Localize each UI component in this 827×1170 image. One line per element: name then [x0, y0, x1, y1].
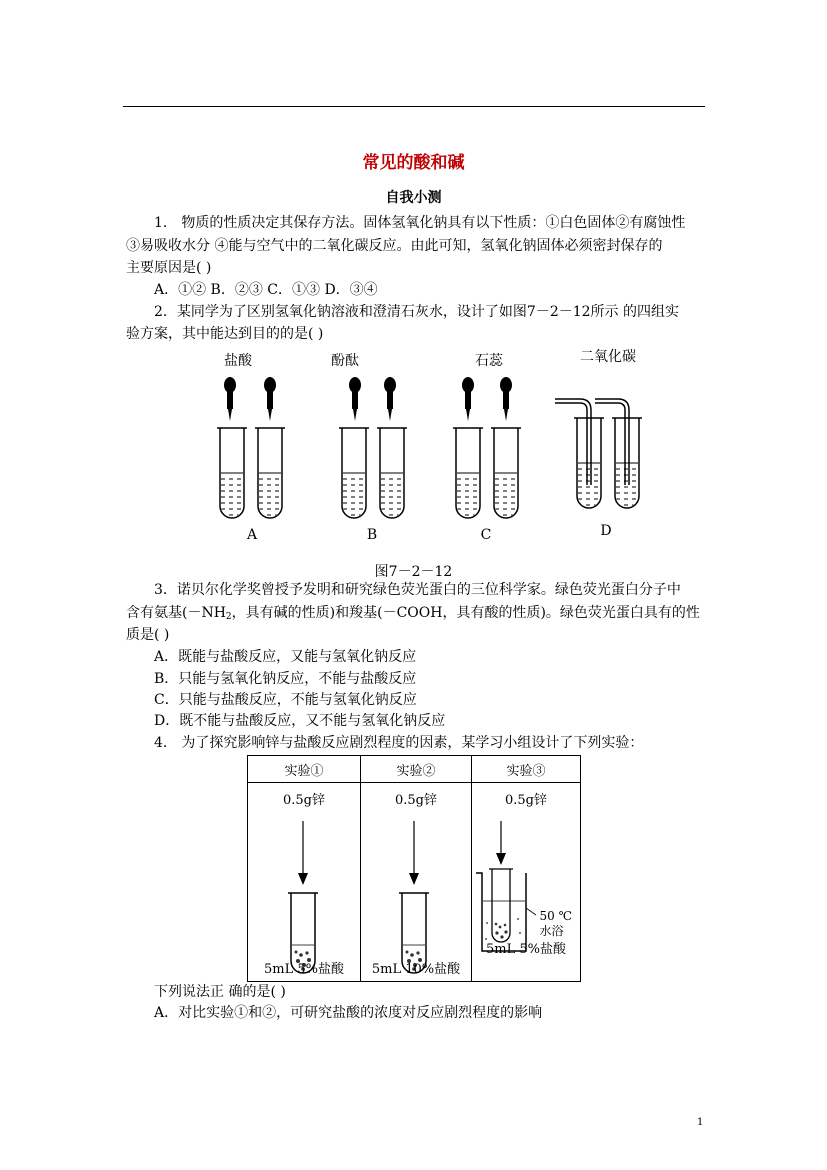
q3-option-a: A．既能与盐酸反应，又能与氢氧化钠反应 — [154, 649, 417, 665]
bath-temperature: 50 ℃ — [539, 909, 572, 923]
zinc-label-1: 0.5g锌 — [283, 793, 325, 808]
q2-line2: 验方案，其中能达到目的的是( ) — [126, 326, 324, 342]
experiment-cell-3 — [472, 783, 581, 982]
experiment-cell-2 — [361, 783, 472, 982]
test-tube-2 — [361, 783, 471, 981]
q3-line2-b: ，具有碱的性质)和羧基(－COOH，具有酸的性质)。绿色荧光蛋白具有的性 — [231, 605, 700, 621]
q1-line2: ③易吸收水分 ④能与空气中的二氧化碳反应。由此可知，氢氧化钠固体必须密封保存的 — [126, 238, 663, 254]
group-letter-c: C — [480, 527, 492, 543]
q4-line1: 4． 为了探究影响锌与盐酸反应剧烈程度的因素，某学习小组设计了下列实验： — [154, 735, 644, 751]
experiment-header-3: 实验③ — [472, 756, 581, 783]
figure-caption: 图7－2－12 — [374, 564, 453, 580]
acid-label-2: 5mL 10%盐酸 — [371, 962, 461, 977]
experiment-header-1: 实验① — [248, 756, 361, 783]
q1-line3: 主要原因是( ) — [126, 260, 212, 276]
reagent-label-d: 二氧化碳 — [580, 349, 636, 365]
bath-labels — [539, 909, 572, 939]
q1-line1: 1． 物质的性质决定其保存方法。固体氢氧化钠具有以下性质：①白色固体②有腐蚀性 — [154, 215, 686, 231]
test-tube-1 — [248, 783, 360, 981]
group-letter-b: B — [366, 527, 378, 543]
q1-options: A．①② B．②③ C．①③ D．③④ — [154, 282, 378, 298]
page-title: 常见的酸和碱 — [362, 153, 465, 173]
q3-line2 — [126, 603, 700, 627]
q3-option-c: C．只能与盐酸反应，不能与氢氧化钠反应 — [154, 692, 417, 708]
header-rule — [123, 106, 705, 107]
acid-label-3: 5mL 5%盐酸 — [486, 942, 566, 957]
q2-line1: 2．某同学为了区别氢氧化钠溶液和澄清石灰水，设计了如图7－2－12所示 的四组实 — [154, 304, 679, 320]
q3-option-b: B．只能与氢氧化钠反应，不能与盐酸反应 — [154, 671, 417, 687]
group-letter-a: A — [246, 527, 258, 543]
reagent-label-b: 酚酞 — [331, 353, 359, 369]
q3-option-d: D．既不能与盐酸反应，又不能与氢氧化钠反应 — [154, 713, 446, 729]
q3-line2-a: 含有氨基(－NH — [126, 605, 226, 621]
experiment-table — [247, 755, 581, 981]
zinc-label-2: 0.5g锌 — [395, 793, 437, 808]
experiment-cell-1 — [248, 783, 361, 982]
zinc-label-3: 0.5g锌 — [505, 793, 547, 808]
reagent-label-a: 盐酸 — [224, 353, 252, 369]
test-tube-figure — [200, 345, 660, 545]
q3-line1: 3．诺贝尔化学奖曾授予发明和研究绿色荧光蛋白的三位科学家。绿色荧光蛋白分子中 — [154, 582, 681, 598]
experiment-header-2: 实验② — [361, 756, 472, 783]
acid-label-1: 5mL 5%盐酸 — [264, 962, 344, 977]
group-letter-d: D — [600, 523, 612, 539]
page-number: 1 — [697, 1117, 704, 1128]
bath-label: 水浴 — [539, 924, 564, 938]
reagent-label-c: 石蕊 — [475, 353, 503, 369]
q3-line2-sub: 2 — [225, 612, 232, 622]
q3-line3: 质是( ) — [126, 627, 170, 643]
q4-option-a: A．对比实验①和②，可研究盐酸的浓度对反应剧烈程度的影响 — [154, 1005, 543, 1021]
q4-after: 下列说法正 确的是( ) — [154, 984, 286, 1000]
section-title: 自我小测 — [385, 190, 442, 206]
